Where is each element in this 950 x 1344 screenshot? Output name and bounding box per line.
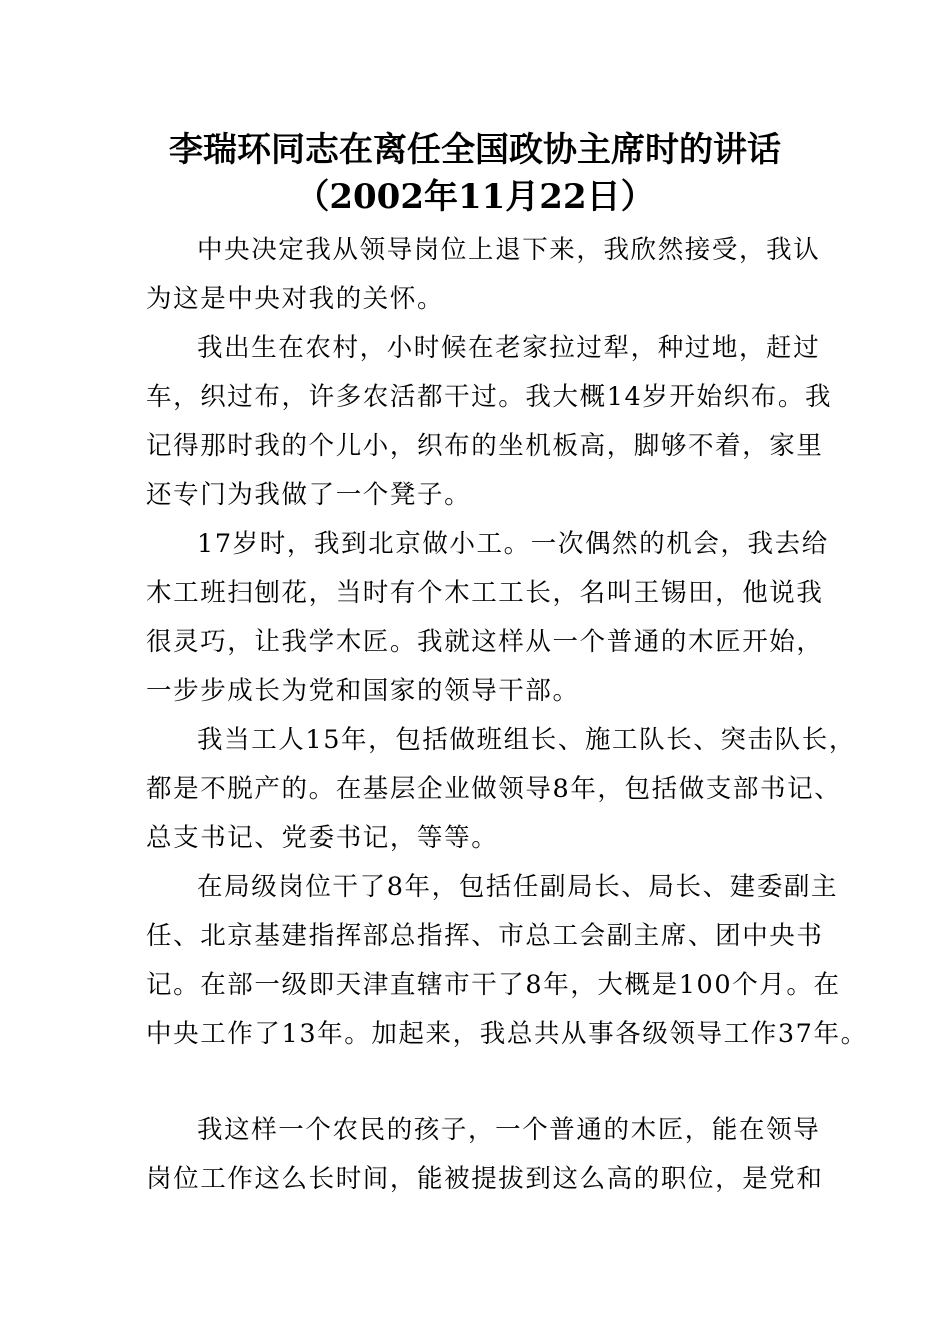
paragraph xyxy=(146,226,826,324)
text-line: 一步步成长为党和国家的领导干部。 xyxy=(146,676,580,706)
document-date: （2002年11月22日） xyxy=(295,177,655,217)
text-line: 中央决定我从领导岗位上退下来，我欣然接受，我认 xyxy=(197,235,821,265)
paragraph xyxy=(146,324,833,520)
text-line: 都是不脱产的。在基层企业做领导8年，包括做支部书记、 xyxy=(146,774,842,804)
text-line: 记。在部一级即天津直辖市干了8年，大概是100个月。在 xyxy=(146,970,841,1000)
text-line: 岗位工作这么长时间，能被提拔到这么高的职位，是党和 xyxy=(146,1164,824,1194)
paragraph xyxy=(146,1106,826,1204)
text-line: 木工班扫刨花，当时有个木工工长，名叫王锡田，他说我 xyxy=(146,578,824,608)
text-line: 为这是中央对我的关怀。 xyxy=(146,284,445,314)
text-line: 我这样一个农民的孩子，一个普通的木匠，能在领导 xyxy=(197,1115,821,1145)
text-line: 还专门为我做了一个凳子。 xyxy=(146,480,472,510)
text-line: 17岁时，我到北京做小工。一次偶然的机会，我去给 xyxy=(197,529,829,559)
text-line: 记得那时我的个儿小，织布的坐机板高，脚够不着，家里 xyxy=(146,431,824,461)
paragraph-gap xyxy=(146,1059,826,1106)
text-line: 很灵巧，让我学木匠。我就这样从一个普通的木匠开始， xyxy=(146,627,824,657)
text-line: 总支书记、党委书记，等等。 xyxy=(146,823,499,853)
text-line: 在局级岗位干了8年，包括任副局长、局长、建委副主 xyxy=(197,872,839,902)
document-title: 李瑞环同志在离任全国政协主席时的讲话 xyxy=(169,130,781,170)
document-body xyxy=(146,226,868,1204)
text-line: 我出生在农村，小时候在老家拉过犁，种过地，赶过 xyxy=(197,333,821,363)
text-line: 任、北京基建指挥部总指挥、市总工会副主席、团中央书 xyxy=(146,921,824,951)
text-line: 车，织过布，许多农活都干过。我大概14岁开始织布。我 xyxy=(146,382,833,412)
text-line: 中央工作了13年。加起来，我总共从事各级领导工作37年。 xyxy=(146,1019,868,1049)
paragraph xyxy=(146,863,868,1059)
paragraph xyxy=(146,716,856,863)
text-line: 我当工人15年，包括做班组长、施工队长、突击队长， xyxy=(197,725,856,755)
paragraph xyxy=(146,520,829,716)
